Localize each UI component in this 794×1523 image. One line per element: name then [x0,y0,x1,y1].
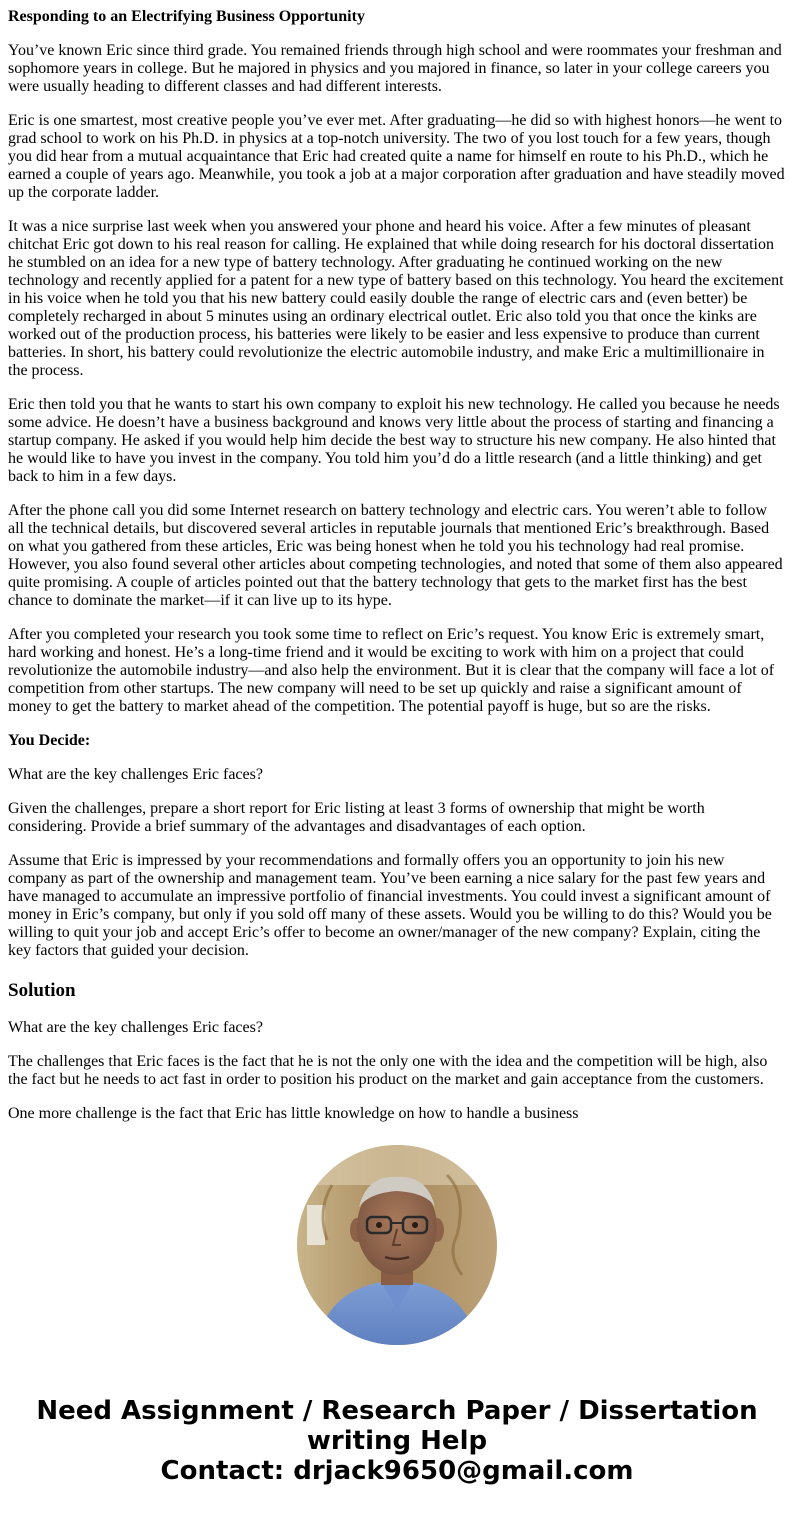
article-paragraph: After you completed your research you took some time to reflect on Eric’s request. You know Eric is extremely smart, hard working and honest. He’s a long-time friend and it would be exciting to work with him on a project that could revolutionize the automobile industry—and also help the environment. But it is clear that the company will face a lot of competition from other startups. The new company will need to be set up quickly and raise a significant amount of money to get the battery to market ahead of the competition. The potential payoff is huge, but so are the risks. [8,626,775,715]
article-paragraph: You’ve known Eric since third grade. You remained friends through high school and were roommates your freshman and sophomore years in college. But he majored in physics and you majored in finance, so later in your college careers you were usually heading to different classes and had different interests. [8,42,782,95]
article-paragraph: Eric is one smartest, most creative people you’ve ever met. After graduating—he did so with highest honors—he went to grad school to work on his Ph.D. in physics at a top-notch university. The two of you lost touch for a few years, though you did hear from a mutual acquaintance that Eric had created quite a name for himself en route to his Ph.D., which he earned a couple of years ago. Meanwhile, you took a job at a major corporation after graduation and have steadily moved up the corporate ladder. [8,112,785,201]
solution-paragraph: What are the key challenges Eric faces? [8,1019,263,1036]
author-portrait-image [297,1145,497,1345]
article-paragraph: After the phone call you did some Internet research on battery technology and electric cars. You weren’t able to follow all the technical details, but discovered several articles in reputable journals that mentioned Eric’s breakthrough. Based on what you gathered from these articles, Eric was being honest when he told you his technology had real promise. However, you also found several other articles about competing technologies, and noted that some of them also appeared quite promising. A couple of articles pointed out that the battery technology that gets to the market first has the best chance to dominate the market—if it can live up to its hype. [8,502,783,609]
promo-contact-line: Contact: drjack9650@gmail.com [160,1456,634,1486]
you-decide-heading: You Decide: [8,732,91,749]
promo-line-2: writing Help [306,1426,488,1456]
question-paragraph: What are the key challenges Eric faces? [8,766,263,783]
article-paragraph: Eric then told you that he wants to start his own company to exploit his new technology. He called you because he needs some advice. He doesn’t have a business background and knows very little about the process of starting and financing a startup company. He asked if you would help him decide the best way to structure his new company. He also hinted that he would like to have you invest in the company. You told him you’d do a little research (and a little thinking) and get back to him in a few days. [8,396,780,485]
solution-paragraph: One more challenge is the fact that Eric has little knowledge on how to handle a business [8,1105,579,1122]
solution-paragraph: The challenges that Eric faces is the fact that he is not the only one with the idea and the competition will be high, also the fact but he needs to act fast in order to position his product on the market and gain acceptance from the customers. [8,1053,768,1088]
article-title: Responding to an Electrifying Business Opportunity [8,8,365,25]
avatar-container [0,1145,794,1345]
promo-line-1: Need Assignment / Research Paper / Dissertation [36,1396,758,1426]
question-paragraph: Given the challenges, prepare a short report for Eric listing at least 3 forms of ownership that might be worth considering. Provide a brief summary of the advantages and disadvantages of each option. [8,800,705,835]
contact-banner [0,1396,794,1486]
question-paragraph: Assume that Eric is impressed by your recommendations and formally offers you an opportunity to join his new company as part of the ownership and management team. You’ve been earning a nice salary for the past few years and have managed to accumulate an impressive portfolio of financial investments. You could invest a significant amount of money in Eric’s company, but only if you sold off many of these assets. Would you be willing to do this? Would you be willing to quit your job and accept Eric’s offer to become an owner/manager of the new company? Explain, citing the key factors that guided your decision. [8,852,772,959]
article-paragraph: It was a nice surprise last week when you answered your phone and heard his voice. After a few minutes of pleasant chitchat Eric got down to his real reason for calling. He explained that while doing research for his doctoral dissertation he stumbled on an idea for a new type of battery technology. After graduating he continued working on the new technology and recently applied for a patent for a new type of battery based on this technology. You heard the excitement in his voice when he told you that his new battery could easily double the range of electric cars and (even better) be completely recharged in about 5 minutes using an ordinary electrical outlet. Eric also told you that once the kinks are worked out of the production process, his batteries were likely to be easier and less expensive to produce than current batteries. In short, his battery could revolutionize the electric automobile industry, and make Eric a multimillionaire in the process. [8,218,784,379]
solution-heading: Solution [8,980,76,1001]
author-avatar [297,1145,497,1345]
